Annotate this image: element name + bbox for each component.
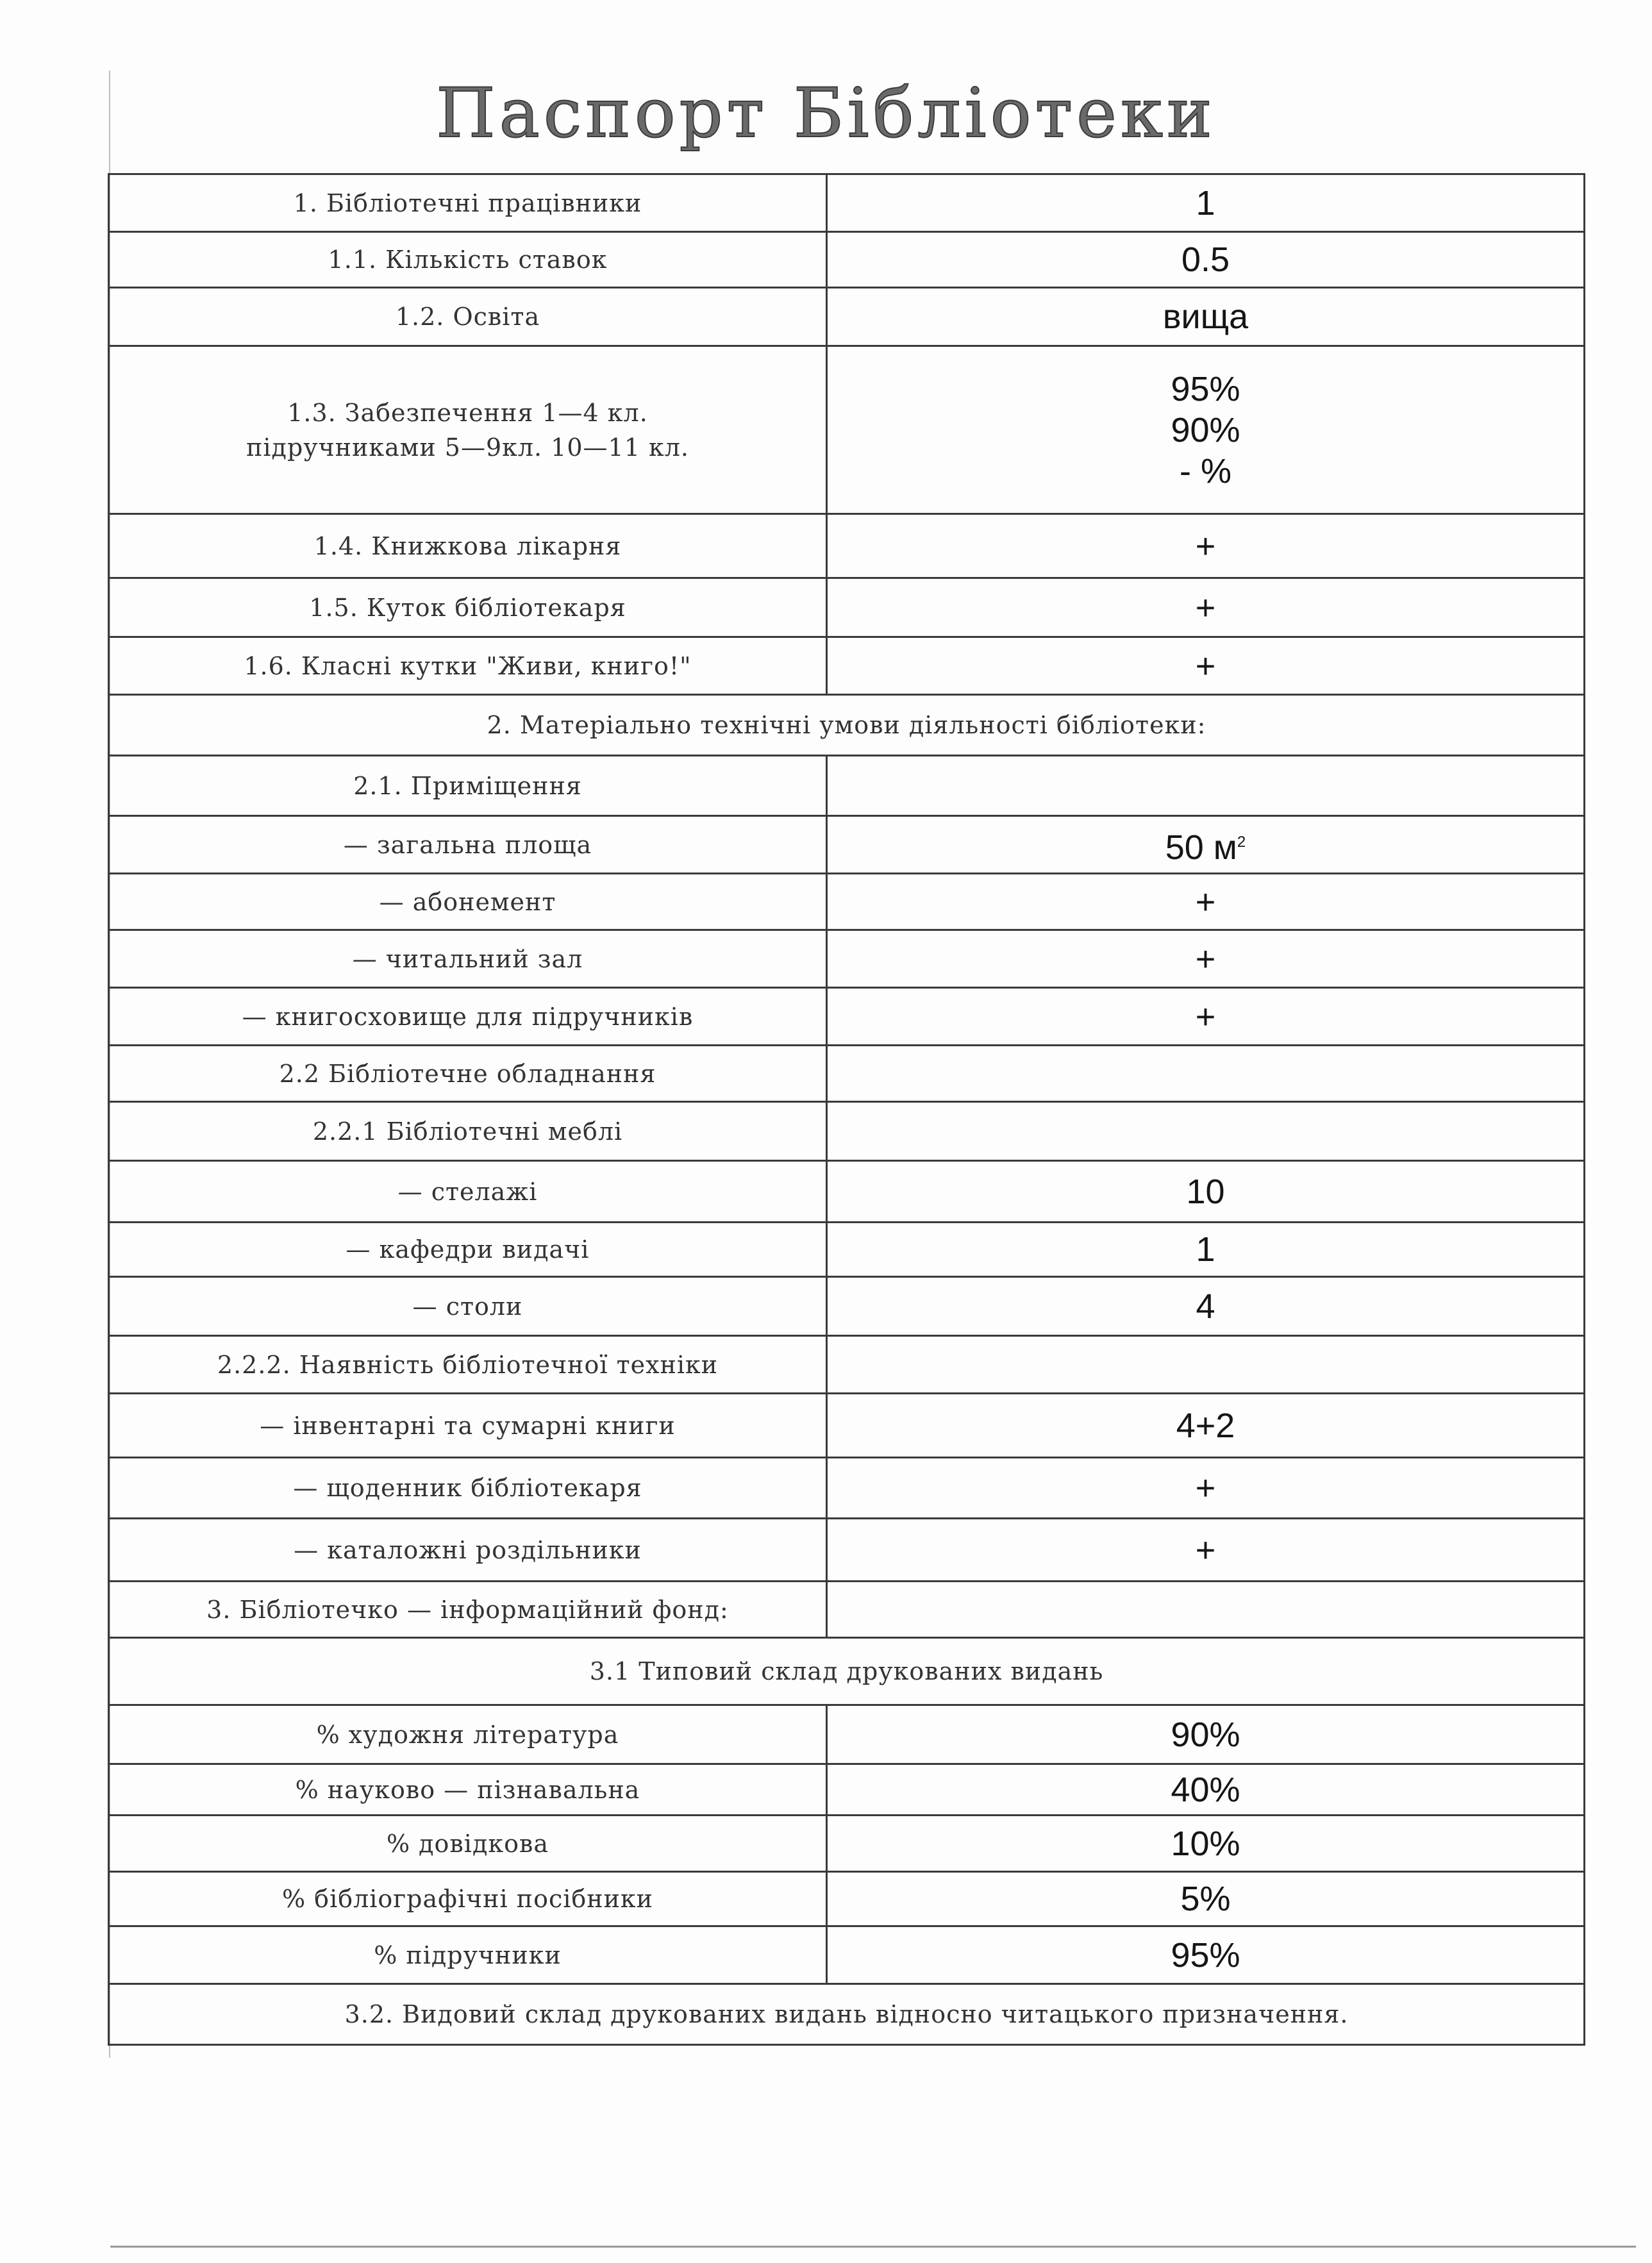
row-label: 2.2 Бібліотечне обладнання: [109, 1046, 827, 1102]
row-value: +: [827, 874, 1585, 930]
row-label: % художня література: [109, 1705, 827, 1764]
row-label: [109, 346, 827, 514]
table-row: [109, 988, 1585, 1046]
row-label-line: підручниками 5—9кл. 10—11 кл.: [246, 433, 689, 462]
table-row: [109, 1223, 1585, 1277]
table-row: [109, 232, 1585, 288]
row-value: 1: [827, 174, 1585, 232]
row-value-line: 90%: [1171, 410, 1240, 449]
table-row: [109, 174, 1585, 232]
page-title: Паспорт Бібліотеки: [436, 74, 1216, 153]
table-row: [109, 1458, 1585, 1519]
row-value: 10: [827, 1161, 1585, 1223]
table-row: [109, 1764, 1585, 1816]
table-row: [109, 930, 1585, 988]
row-value: 90%: [827, 1705, 1585, 1764]
row-label: 1.6. Класні кутки "Живи, книго!": [109, 637, 827, 695]
row-value-line: 95%: [1171, 369, 1240, 408]
row-label: — читальний зал: [109, 930, 827, 988]
row-value: +: [827, 1519, 1585, 1582]
row-label-line: 1.3. Забезпечення 1—4 кл.: [287, 398, 648, 427]
row-label: — абонемент: [109, 874, 827, 930]
row-value: [827, 346, 1585, 514]
row-value: 10%: [827, 1816, 1585, 1872]
table-row: [109, 1102, 1585, 1161]
row-value: 0.5: [827, 232, 1585, 288]
row-value: +: [827, 1458, 1585, 1519]
row-label: 1. Бібліотечні працівники: [109, 174, 827, 232]
table-row: [109, 874, 1585, 930]
row-value-line: - %: [1180, 451, 1231, 490]
row-value: [827, 816, 1585, 874]
unit-superscript: 2: [1237, 833, 1246, 851]
row-value: 40%: [827, 1764, 1585, 1816]
row-value: [827, 1336, 1585, 1394]
row-label: % довідкова: [109, 1816, 827, 1872]
row-label: — стелажі: [109, 1161, 827, 1223]
passport-table-body: [109, 174, 1585, 2045]
table-row: [109, 1394, 1585, 1458]
table-row: [109, 695, 1585, 756]
table-row: [109, 1638, 1585, 1705]
row-value: [827, 1582, 1585, 1638]
row-value: [827, 1046, 1585, 1102]
row-value: 4: [827, 1277, 1585, 1336]
table-row: [109, 346, 1585, 514]
row-label: 1.1. Кількість ставок: [109, 232, 827, 288]
table-row: [109, 756, 1585, 816]
section-heading: 2. Матеріально технічні умови діяльності бібліотеки:: [109, 695, 1585, 756]
table-row: [109, 1277, 1585, 1336]
table-row: [109, 514, 1585, 578]
passport-table: [108, 173, 1585, 2046]
row-label: — книгосховище для підручників: [109, 988, 827, 1046]
row-label: — інвентарні та сумарні книги: [109, 1394, 827, 1458]
row-value: 95%: [827, 1926, 1585, 1984]
row-label: % науково — пізнавальна: [109, 1764, 827, 1816]
page-bottom-border: [110, 2246, 1636, 2248]
row-value: 1: [827, 1223, 1585, 1277]
table-row: [109, 1336, 1585, 1394]
row-value: +: [827, 578, 1585, 637]
table-row: [109, 1984, 1585, 2045]
row-label: — каталожні роздільники: [109, 1519, 827, 1582]
table-row: [109, 1872, 1585, 1926]
table-row: [109, 1705, 1585, 1764]
row-label: % бібліографічні посібники: [109, 1872, 827, 1926]
row-value-text: 50 м: [1165, 828, 1237, 867]
row-value: +: [827, 930, 1585, 988]
row-label: — кафедри видачі: [109, 1223, 827, 1277]
row-label: 3. Бібліотечко — інформаційний фонд:: [109, 1582, 827, 1638]
row-value: 4+2: [827, 1394, 1585, 1458]
table-row: [109, 1582, 1585, 1638]
row-label: % підручники: [109, 1926, 827, 1984]
table-row: [109, 288, 1585, 346]
row-value: +: [827, 637, 1585, 695]
row-label: 1.5. Куток бібліотекаря: [109, 578, 827, 637]
row-value: [827, 756, 1585, 816]
row-value: +: [827, 988, 1585, 1046]
section-heading: 3.1 Типовий склад друкованих видань: [109, 1638, 1585, 1705]
table-row: [109, 578, 1585, 637]
table-row: [109, 1046, 1585, 1102]
table-row: [109, 1519, 1585, 1582]
row-label: 1.2. Освіта: [109, 288, 827, 346]
row-label: 1.4. Книжкова лікарня: [109, 514, 827, 578]
table-row: [109, 816, 1585, 874]
row-value: +: [827, 514, 1585, 578]
row-value: 5%: [827, 1872, 1585, 1926]
row-label: — щоденник бібліотекаря: [109, 1458, 827, 1519]
row-label: 2.2.2. Наявність бібліотечної техніки: [109, 1336, 827, 1394]
row-value: вища: [827, 288, 1585, 346]
table-row: [109, 1161, 1585, 1223]
row-label: 2.1. Приміщення: [109, 756, 827, 816]
row-label: 2.2.1 Бібліотечні меблі: [109, 1102, 827, 1161]
table-row: [109, 1816, 1585, 1872]
row-label: — загальна площа: [109, 816, 827, 874]
table-row: [109, 1926, 1585, 1984]
table-row: [109, 637, 1585, 695]
row-value: [827, 1102, 1585, 1161]
row-label: — столи: [109, 1277, 827, 1336]
section-heading: 3.2. Видовий склад друкованих видань відносно читацького призначення.: [109, 1984, 1585, 2045]
